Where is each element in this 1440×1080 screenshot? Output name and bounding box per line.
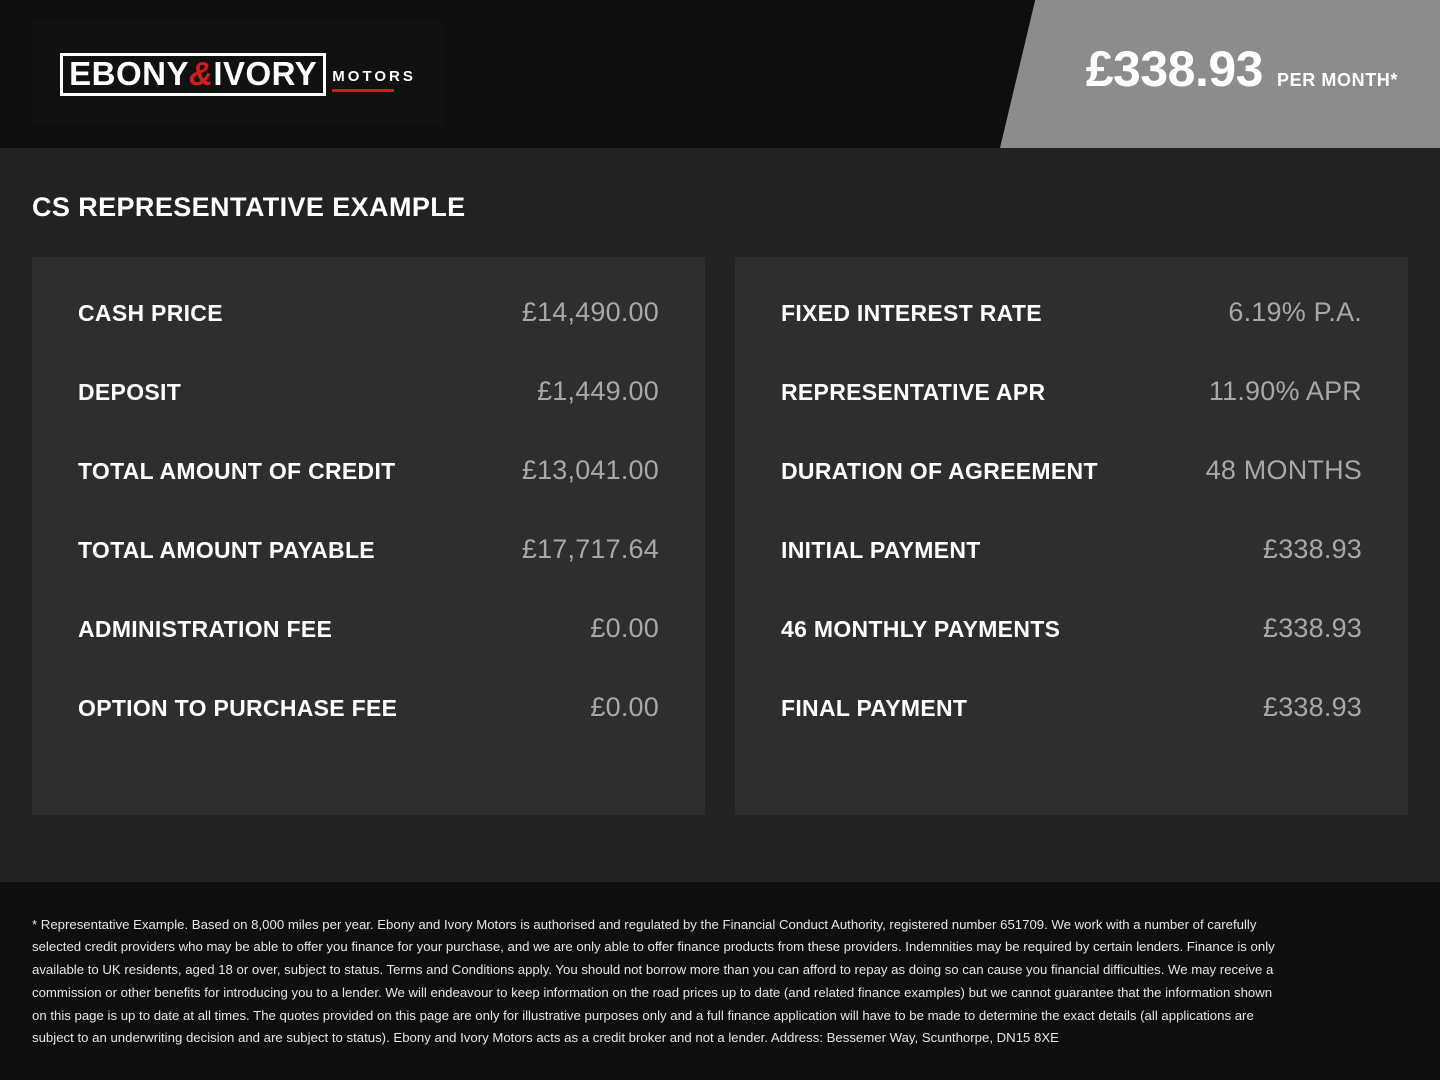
row-label: INITIAL PAYMENT	[781, 537, 981, 563]
disclaimer-text: * Representative Example. Based on 8,000 miles per year. Ebony and Ivory Motors is authorised and regulated by the Financial Conduct Authority, registered number 651709. We work with a number of carefully selected credit providers who may be able to offer you finance for your purchase, and we are only able to offer finance products from these providers. Indemnities may be required by certain lenders. Finance is only available to UK residents, aged 18 or over, subject to status. Terms and Conditions apply. You should not borrow more than you can afford to repay as doing so can cause you financial difficulties. We may receive a commission or other benefits for introducing you to a lender. We will endeavour to keep information on the road prices up to date (and related finance examples) but we cannot guarantee that the information shown on this page is up to date at all times. The quotes provided on this page are only for illustrative purposes only and a full finance application will have to be made to determine the exact details (all applications are subject to an underwriting decision and are subject to status). Ebony and Ivory Motors acts as a credit broker and not a lender. Address: Bessemer Way, Scunthorpe, DN15 8XE	[32, 916, 1275, 1046]
row-value: £338.93	[1263, 534, 1362, 564]
row-value: 11.90% APR	[1208, 376, 1362, 406]
logo-wordmark	[60, 53, 326, 96]
table-row	[781, 297, 1362, 376]
row-value: £0.00	[590, 692, 659, 722]
table-row	[78, 534, 659, 613]
page-header	[0, 0, 1440, 148]
row-label: FIXED INTEREST RATE	[781, 300, 1042, 326]
table-row	[781, 534, 1362, 613]
page-title: CS REPRESENTATIVE EXAMPLE	[32, 192, 466, 222]
row-value: £14,490.00	[521, 297, 659, 327]
right-details-panel	[735, 257, 1408, 815]
table-row	[781, 692, 1362, 771]
table-row	[78, 376, 659, 455]
left-details-panel	[32, 257, 705, 815]
table-row	[78, 455, 659, 534]
table-row	[781, 455, 1362, 534]
monthly-price-period: PER MONTH*	[1276, 70, 1398, 90]
row-value: 48 MONTHS	[1205, 455, 1362, 485]
row-label: REPRESENTATIVE APR	[781, 379, 1046, 405]
row-label: TOTAL AMOUNT PAYABLE	[78, 537, 375, 563]
row-label: DURATION OF AGREEMENT	[781, 458, 1098, 484]
monthly-price-amount: £338.93	[1085, 41, 1263, 97]
row-value: £17,717.64	[521, 534, 659, 564]
row-value: £1,449.00	[537, 376, 659, 406]
row-value: £13,041.00	[521, 455, 659, 485]
row-label: DEPOSIT	[78, 379, 182, 405]
logo-text-motors: MOTORS	[332, 68, 416, 85]
logo-text-ebony: EBONY	[69, 54, 189, 92]
row-value: £0.00	[590, 613, 659, 643]
footer-disclaimer	[0, 882, 1440, 1080]
brand-logo	[32, 22, 444, 126]
finance-details-panels	[0, 223, 1440, 815]
row-label: TOTAL AMOUNT OF CREDIT	[78, 458, 396, 484]
table-row	[78, 297, 659, 376]
logo-ampersand: &	[188, 54, 214, 92]
row-value: £338.93	[1263, 613, 1362, 643]
row-value: £338.93	[1263, 692, 1362, 722]
row-value: 6.19% P.A.	[1228, 297, 1362, 327]
table-row	[781, 613, 1362, 692]
row-label: 46 MONTHLY PAYMENTS	[781, 616, 1061, 642]
row-label: FINAL PAYMENT	[781, 695, 968, 721]
logo-subtext-group	[332, 69, 416, 96]
monthly-price-block	[1085, 41, 1398, 97]
logo-red-rule-icon	[332, 89, 394, 92]
row-label: ADMINISTRATION FEE	[78, 616, 333, 642]
row-label: OPTION TO PURCHASE FEE	[78, 695, 398, 721]
table-row	[781, 376, 1362, 455]
row-label: CASH PRICE	[78, 300, 223, 326]
table-row	[78, 692, 659, 771]
logo-text-ivory: IVORY	[213, 54, 318, 92]
table-row	[78, 613, 659, 692]
logo-lockup	[60, 53, 416, 96]
